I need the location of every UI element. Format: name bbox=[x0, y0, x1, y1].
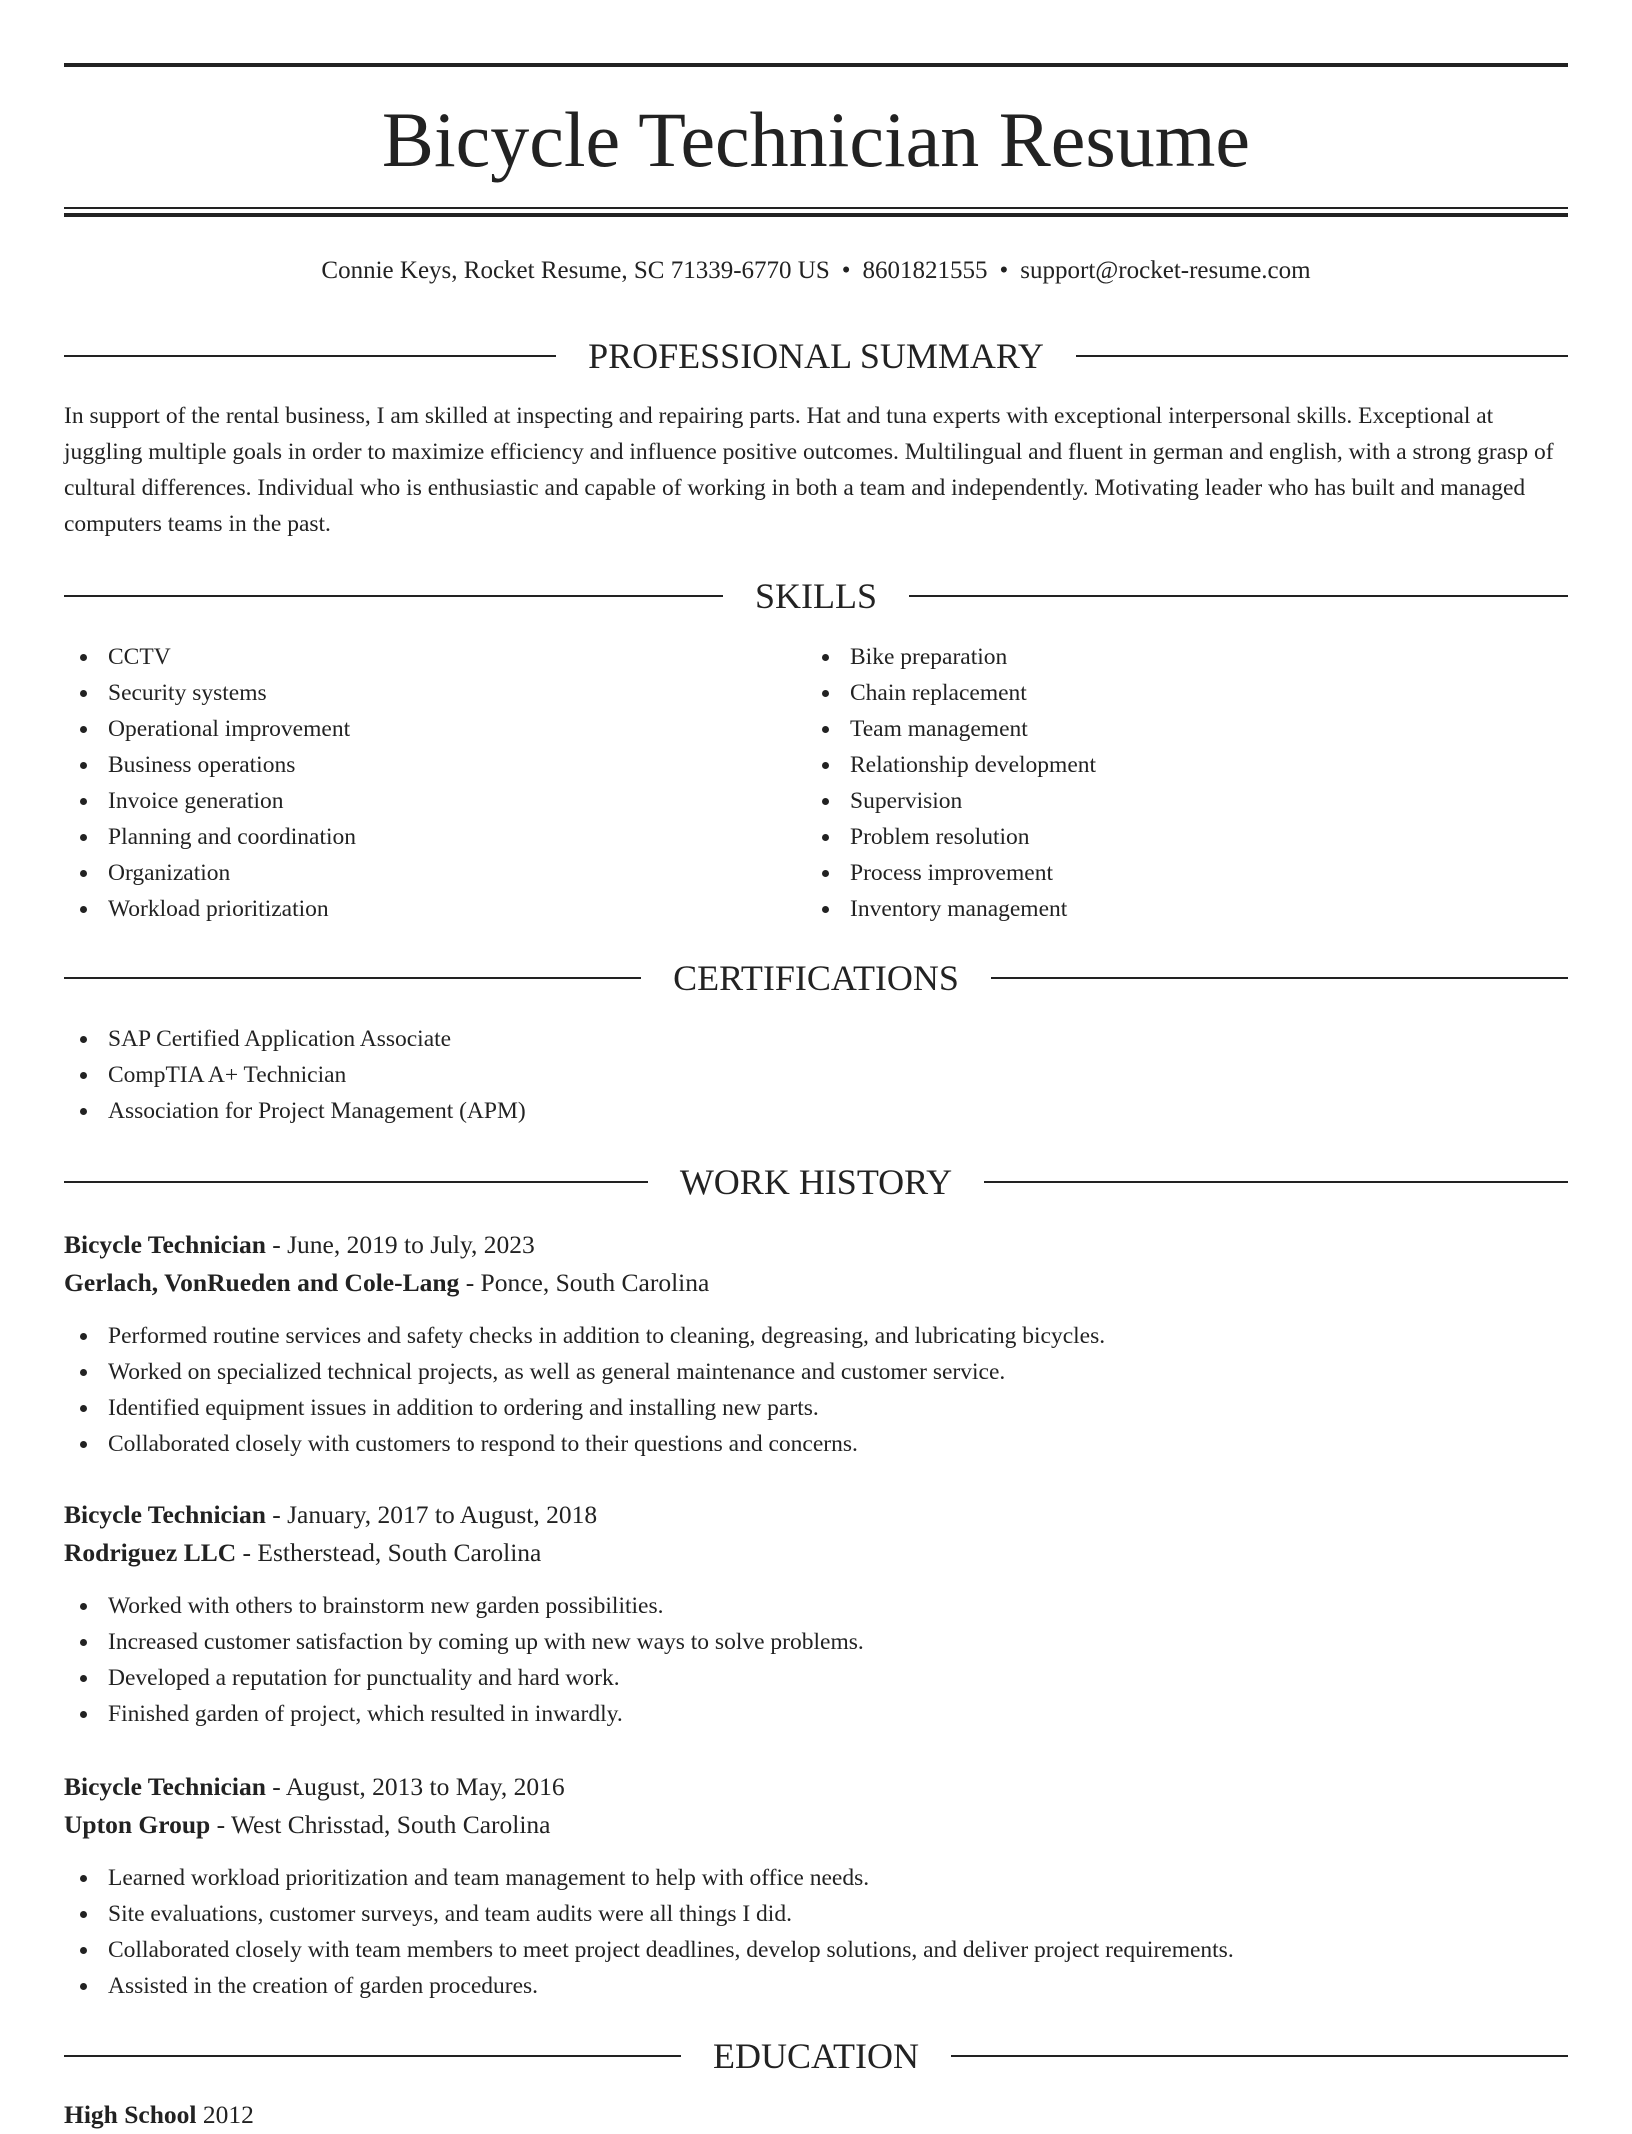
contact-email: support@rocket-resume.com bbox=[1020, 257, 1311, 284]
job-entry bbox=[64, 1768, 1568, 2004]
job-location: - Estherstead, South Carolina bbox=[236, 1538, 542, 1567]
job-company-line bbox=[64, 1264, 1568, 1302]
job-bullet: Performed routine services and safety checks in addition to cleaning, degreasing, and lubricating bicycles. bbox=[64, 1318, 1568, 1354]
job-title-line bbox=[64, 1226, 1568, 1264]
skill-item: Security systems bbox=[64, 675, 356, 711]
skill-item: Inventory management bbox=[806, 891, 1096, 927]
job-title-line bbox=[64, 1768, 1568, 1806]
skill-item: Supervision bbox=[806, 783, 1096, 819]
job-bullet: Increased customer satisfaction by coming up with new ways to solve problems. bbox=[64, 1624, 1568, 1660]
job-title: Bicycle Technician bbox=[64, 1772, 266, 1801]
heading-rule bbox=[951, 2055, 1568, 2057]
resume-title: Bicycle Technician Resume bbox=[381, 96, 1251, 183]
education-entry bbox=[64, 2096, 254, 2134]
heading-rule bbox=[64, 355, 556, 357]
job-bullet: Collaborated closely with team members to meet project deadlines, develop solutions, and deliver project requirements. bbox=[64, 1932, 1568, 1968]
heading-rule bbox=[64, 595, 723, 597]
certifications-list bbox=[64, 1021, 526, 1129]
job-location: - West Chrisstad, South Carolina bbox=[210, 1810, 551, 1839]
section-heading-skills bbox=[64, 574, 1568, 618]
certification-item: Association for Project Management (APM) bbox=[64, 1093, 526, 1129]
education-school: High School bbox=[64, 2100, 197, 2129]
heading-rule bbox=[991, 977, 1568, 979]
job-bullets bbox=[64, 1588, 1568, 1732]
skill-item: Planning and coordination bbox=[64, 819, 356, 855]
skill-item: Problem resolution bbox=[806, 819, 1096, 855]
job-title: Bicycle Technician bbox=[64, 1230, 266, 1259]
contact-address: Connie Keys, Rocket Resume, SC 71339-6770 US bbox=[321, 257, 830, 284]
heading-rule bbox=[64, 1181, 648, 1183]
skill-item: Relationship development bbox=[806, 747, 1096, 783]
skill-item: Organization bbox=[64, 855, 356, 891]
section-title: CERTIFICATIONS bbox=[673, 958, 959, 998]
heading-rule bbox=[64, 977, 641, 979]
section-heading-work-history bbox=[64, 1160, 1568, 1204]
job-entry bbox=[64, 1496, 1568, 1732]
job-dates: - August, 2013 to May, 2016 bbox=[265, 1772, 565, 1801]
job-title-line bbox=[64, 1496, 1568, 1534]
job-bullet: Developed a reputation for punctuality and hard work. bbox=[64, 1660, 1568, 1696]
job-bullet: Learned workload prioritization and team management to help with office needs. bbox=[64, 1860, 1568, 1896]
job-bullet: Identified equipment issues in addition to ordering and installing new parts. bbox=[64, 1390, 1568, 1426]
skills-list-left bbox=[64, 639, 356, 927]
section-title: WORK HISTORY bbox=[679, 1162, 953, 1202]
certification-item: SAP Certified Application Associate bbox=[64, 1021, 526, 1057]
heading-rule bbox=[64, 2055, 681, 2057]
title-double-rule bbox=[64, 207, 1568, 217]
job-bullet: Site evaluations, customer surveys, and team audits were all things I did. bbox=[64, 1896, 1568, 1932]
job-bullet: Assisted in the creation of garden procedures. bbox=[64, 1968, 1568, 2004]
certification-item: CompTIA A+ Technician bbox=[64, 1057, 526, 1093]
skill-item: Business operations bbox=[64, 747, 356, 783]
job-title: Bicycle Technician bbox=[64, 1500, 266, 1529]
skill-item: Bike preparation bbox=[806, 639, 1096, 675]
skill-item: CCTV bbox=[64, 639, 356, 675]
job-bullet: Worked with others to brainstorm new garden possibilities. bbox=[64, 1588, 1568, 1624]
job-bullets bbox=[64, 1860, 1568, 2004]
job-company-line bbox=[64, 1534, 1568, 1572]
section-heading-summary bbox=[64, 334, 1568, 378]
skills-list-right bbox=[806, 639, 1096, 927]
section-heading-education bbox=[64, 2034, 1568, 2078]
top-rule bbox=[64, 63, 1568, 67]
heading-rule bbox=[909, 595, 1568, 597]
section-title: SKILLS bbox=[755, 576, 878, 616]
section-title: EDUCATION bbox=[713, 2036, 919, 2076]
contact-separator: • bbox=[841, 257, 851, 284]
job-location: - Ponce, South Carolina bbox=[459, 1268, 710, 1297]
skill-item: Workload prioritization bbox=[64, 891, 356, 927]
heading-rule bbox=[1076, 355, 1568, 357]
skill-item: Chain replacement bbox=[806, 675, 1096, 711]
job-bullet: Worked on specialized technical projects, as well as general maintenance and customer service. bbox=[64, 1354, 1568, 1390]
job-dates: - January, 2017 to August, 2018 bbox=[265, 1500, 598, 1529]
job-bullet: Finished garden of project, which resulted in inwardly. bbox=[64, 1696, 1568, 1732]
contact-line bbox=[64, 254, 1568, 288]
heading-rule bbox=[984, 1181, 1568, 1183]
job-bullet: Collaborated closely with customers to respond to their questions and concerns. bbox=[64, 1426, 1568, 1462]
job-bullets bbox=[64, 1318, 1568, 1462]
job-company: Gerlach, VonRueden and Cole-Lang bbox=[64, 1268, 460, 1297]
skill-item: Team management bbox=[806, 711, 1096, 747]
education-year: 2012 bbox=[196, 2100, 254, 2129]
skill-item: Operational improvement bbox=[64, 711, 356, 747]
job-company: Rodriguez LLC bbox=[64, 1538, 237, 1567]
contact-phone: 8601821555 bbox=[862, 257, 988, 284]
skill-item: Process improvement bbox=[806, 855, 1096, 891]
job-company: Upton Group bbox=[64, 1810, 211, 1839]
section-title: PROFESSIONAL SUMMARY bbox=[588, 336, 1044, 376]
job-company-line bbox=[64, 1806, 1568, 1844]
summary-text: In support of the rental business, I am skilled at inspecting and repairing parts. Hat and tuna experts with exceptional interpersonal skills. Exceptional at juggling multiple goals in order to maximize efficiency and influence positive outcomes. Multilingual and fluent in german and english, with a strong grasp of cultural differences. Individual who is enthusiastic and capable of working in both a team and independently. Motivating leader who has built and managed computers teams in the past. bbox=[64, 403, 1554, 537]
job-dates: - June, 2019 to July, 2023 bbox=[265, 1230, 535, 1259]
skill-item: Invoice generation bbox=[64, 783, 356, 819]
section-heading-certifications bbox=[64, 956, 1568, 1000]
job-entry bbox=[64, 1226, 1568, 1462]
contact-separator: • bbox=[999, 257, 1009, 284]
